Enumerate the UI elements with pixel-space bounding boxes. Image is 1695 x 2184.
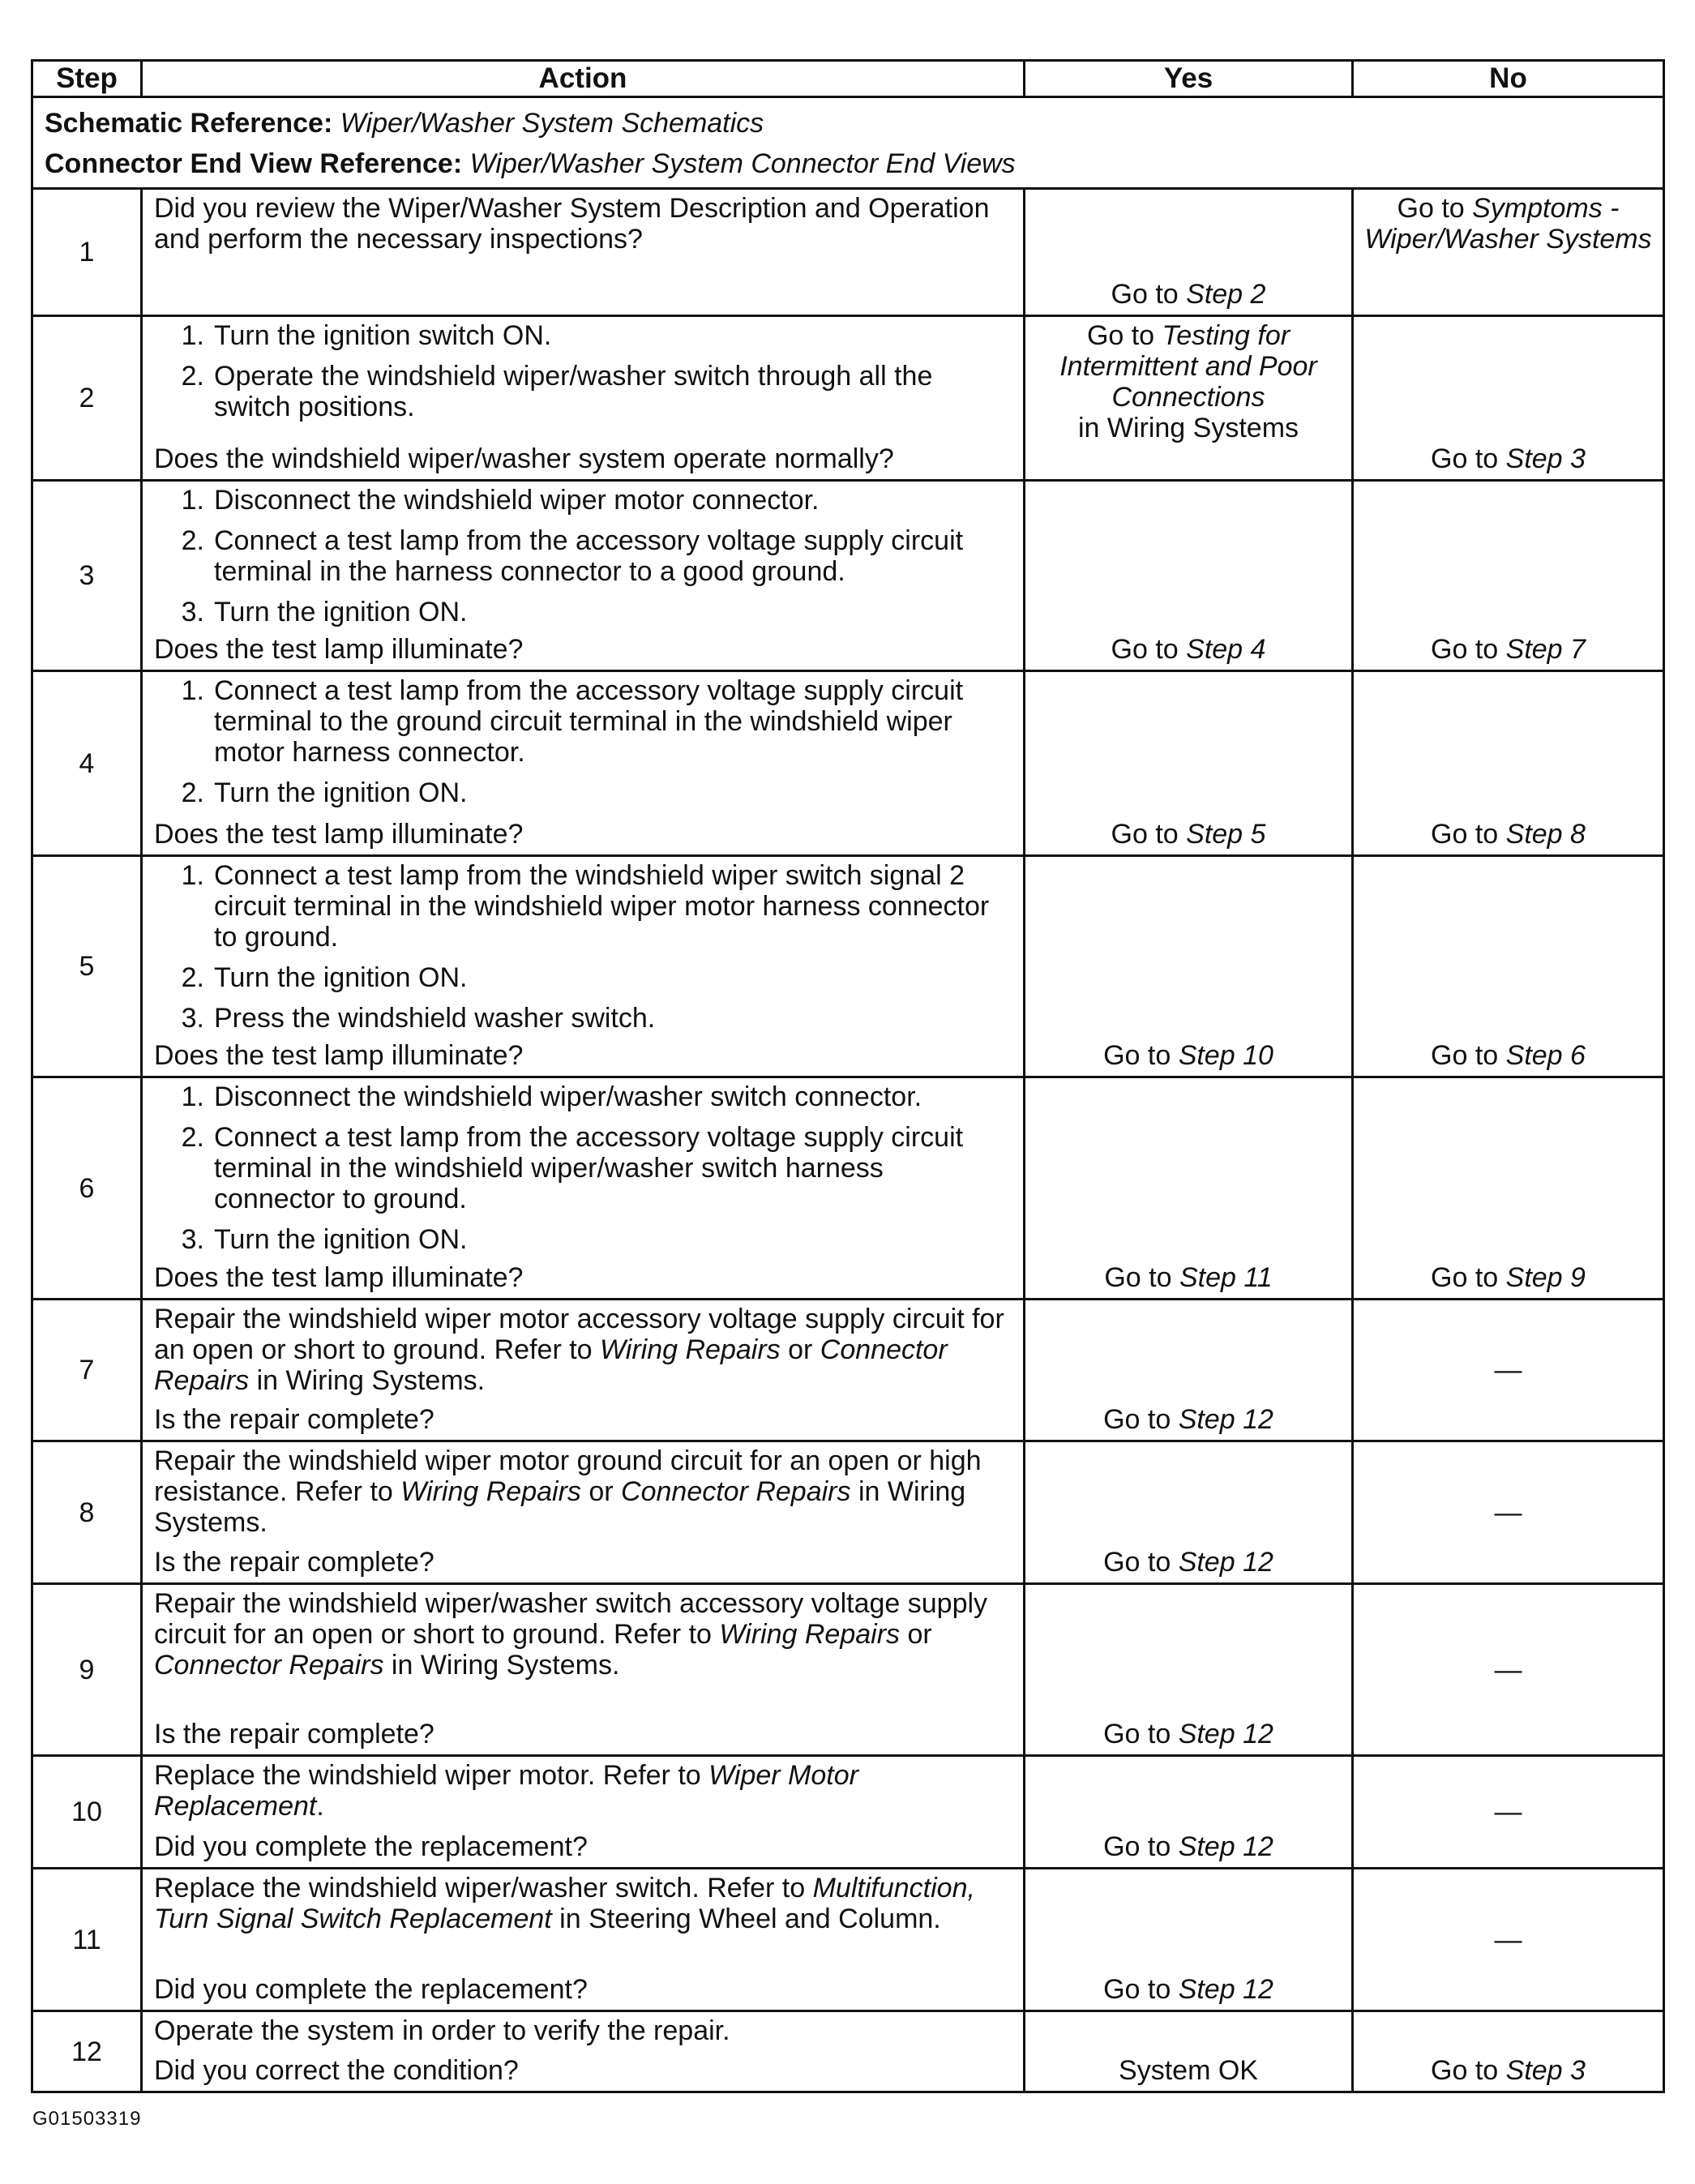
action-paragraph: Repair the windshield wiper motor accessory voltage supply circuit for an open or short to ground. Refer to Wiring Repairs or Connector Repairs in Wiring Systems. xyxy=(154,1304,1004,1396)
yes-prefix: Go to xyxy=(1104,1262,1179,1293)
action-cell xyxy=(142,671,1025,856)
yes-prefix: Go to xyxy=(1103,1719,1179,1749)
yes-link[interactable]: Step 12 xyxy=(1178,1974,1273,2005)
no-link[interactable]: Step 6 xyxy=(1505,1040,1586,1071)
action-question: Does the windshield wiper/washer system operate normally? xyxy=(154,443,894,474)
no-link[interactable]: Step 7 xyxy=(1505,634,1586,665)
no-prefix: Go to xyxy=(1431,2055,1506,2086)
yes-cell xyxy=(1025,1869,1353,2011)
no-cell xyxy=(1353,481,1664,671)
action-question: Does the test lamp illuminate? xyxy=(154,1040,524,1071)
list-item: 3. Turn the ignition ON. xyxy=(181,1224,468,1255)
yes-result: System OK xyxy=(1119,2055,1258,2086)
no-prefix: Go to xyxy=(1431,1040,1506,1071)
yes-link[interactable]: Step 10 xyxy=(1178,1040,1273,1071)
action-cell xyxy=(142,1584,1025,1756)
list-item: 2. Connect a test lamp from the accessory voltage supply circuit terminal in the windshield wiper/washer switch harness connector to ground. xyxy=(181,1122,964,1214)
header-action: Action xyxy=(142,61,1025,97)
step-number: 1 xyxy=(32,189,142,316)
yes-prefix: Go to xyxy=(1111,634,1187,665)
yes-prefix: Go to xyxy=(1103,1831,1179,1862)
step-number: 6 xyxy=(32,1077,142,1300)
no-prefix: Go to xyxy=(1431,819,1506,850)
yes-link[interactable]: Step 4 xyxy=(1186,634,1266,665)
yes-link[interactable]: Step 12 xyxy=(1178,1831,1273,1862)
yes-cell xyxy=(1025,856,1353,1077)
action-cell xyxy=(142,189,1025,316)
connector-reference xyxy=(45,143,1651,184)
yes-cell xyxy=(1025,1756,1353,1869)
no-cell xyxy=(1353,1077,1664,1300)
action-paragraph: Did you review the Wiper/Washer System Description and Operation and perform the necessary inspections? xyxy=(154,193,990,255)
figure-code: G01503319 xyxy=(32,2108,142,2130)
connector-repairs-link[interactable]: Connector Repairs xyxy=(154,1334,948,1396)
list-item: 3. Turn the ignition ON. xyxy=(181,597,468,627)
table-row xyxy=(32,481,1664,671)
no-cell xyxy=(1353,1584,1664,1756)
wiring-repairs-link[interactable]: Wiring Repairs xyxy=(600,1334,781,1365)
yes-cell xyxy=(1025,1077,1353,1300)
yes-cell xyxy=(1025,316,1353,481)
list-item: 1. Turn the ignition switch ON. xyxy=(181,320,552,351)
action-steps-list xyxy=(154,1081,1012,1255)
wiring-repairs-link[interactable]: Wiring Repairs xyxy=(400,1476,581,1507)
yes-cell xyxy=(1025,1441,1353,1584)
no-cell xyxy=(1353,316,1664,481)
no-cell xyxy=(1353,189,1664,316)
yes-cell xyxy=(1025,189,1353,316)
table-row xyxy=(32,1077,1664,1300)
action-question: Did you complete the replacement? xyxy=(154,1974,588,2005)
yes-prefix: Go to xyxy=(1103,1404,1179,1435)
no-dash: — xyxy=(1494,1924,1522,1955)
yes-link[interactable]: Step 12 xyxy=(1178,1719,1273,1749)
action-cell xyxy=(142,1300,1025,1441)
action-question: Does the test lamp illuminate? xyxy=(154,819,524,850)
yes-link[interactable]: Step 2 xyxy=(1186,279,1266,310)
connector-reference-label: Connector End View Reference: xyxy=(45,148,463,179)
action-cell xyxy=(142,2011,1025,2092)
no-dash: — xyxy=(1494,1796,1522,1827)
table-row xyxy=(32,1869,1664,2011)
step-number: 3 xyxy=(32,481,142,671)
schematic-reference xyxy=(45,103,1651,143)
action-steps-list xyxy=(154,860,1012,1034)
reference-cell xyxy=(32,97,1664,189)
list-item: 1. Disconnect the windshield wiper/washer switch connector. xyxy=(181,1081,922,1112)
step-number: 2 xyxy=(32,316,142,481)
step-number: 4 xyxy=(32,671,142,856)
action-steps-list xyxy=(154,485,1012,627)
no-link[interactable]: Step 9 xyxy=(1505,1262,1586,1293)
action-question: Is the repair complete? xyxy=(154,1547,434,1578)
no-dash: — xyxy=(1494,1355,1522,1385)
table-row xyxy=(32,189,1664,316)
reference-row xyxy=(32,97,1664,189)
no-prefix: Go to xyxy=(1431,1262,1506,1293)
no-prefix: Go to xyxy=(1431,443,1506,474)
wiring-repairs-link[interactable]: Wiring Repairs xyxy=(719,1619,901,1650)
yes-cell xyxy=(1025,1584,1353,1756)
schematic-reference-label: Schematic Reference: xyxy=(45,108,333,139)
header-row xyxy=(32,61,1664,97)
yes-prefix: Go to xyxy=(1103,1547,1179,1578)
action-question: Did you correct the condition? xyxy=(154,2055,519,2086)
no-dash: — xyxy=(1494,1497,1522,1528)
action-paragraph: Replace the windshield wiper motor. Refer to Wiper Motor Replacement. xyxy=(154,1760,858,1822)
step-number: 12 xyxy=(32,2011,142,2092)
yes-cell xyxy=(1025,481,1353,671)
no-dash: — xyxy=(1494,1654,1522,1685)
header-no: No xyxy=(1353,61,1664,97)
action-paragraph: Operate the system in order to verify the repair. xyxy=(154,2015,730,2046)
table-row xyxy=(32,671,1664,856)
list-item: 2. Operate the windshield wiper/washer switch through all the switch positions. xyxy=(181,361,933,422)
no-cell xyxy=(1353,2011,1664,2092)
no-link[interactable]: Step 8 xyxy=(1505,819,1586,850)
no-prefix: Go to xyxy=(1397,193,1473,224)
no-cell xyxy=(1353,1869,1664,2011)
list-item: 2. Turn the ignition ON. xyxy=(181,777,468,808)
table-row xyxy=(32,1584,1664,1756)
yes-prefix: Go to xyxy=(1103,1974,1179,2005)
table-row xyxy=(32,1441,1664,1584)
action-cell xyxy=(142,856,1025,1077)
step-number: 7 xyxy=(32,1300,142,1441)
no-cell xyxy=(1353,671,1664,856)
step-number: 10 xyxy=(32,1756,142,1869)
list-item: 3. Press the windshield washer switch. xyxy=(181,1003,656,1034)
connector-repairs-link[interactable]: Connector Repairs xyxy=(154,1650,384,1681)
action-question: Is the repair complete? xyxy=(154,1404,434,1435)
yes-prefix: Go to xyxy=(1103,1040,1179,1071)
table-row xyxy=(32,2011,1664,2092)
yes-prefix: Go to xyxy=(1111,279,1187,310)
schematic-reference-link[interactable]: Wiper/Washer System Schematics xyxy=(340,108,764,139)
step-number: 5 xyxy=(32,856,142,1077)
action-question: Is the repair complete? xyxy=(154,1719,434,1749)
action-steps-list xyxy=(154,320,1012,422)
table-row xyxy=(32,316,1664,481)
action-question: Does the test lamp illuminate? xyxy=(154,634,524,665)
yes-suffix: in Wiring Systems xyxy=(1077,413,1299,443)
table-row xyxy=(32,1756,1664,1869)
multifunction-switch-replacement-link[interactable]: Multifunction, Turn Signal Switch Replacement xyxy=(154,1873,975,1934)
yes-cell xyxy=(1025,2011,1353,2092)
table-row xyxy=(32,1300,1664,1441)
header-yes: Yes xyxy=(1025,61,1353,97)
yes-cell xyxy=(1025,671,1353,856)
yes-prefix: Go to xyxy=(1111,819,1187,850)
list-item: 2. Connect a test lamp from the accessory voltage supply circuit terminal in the harness connector to a good ground. xyxy=(181,525,964,587)
no-link[interactable]: Step 3 xyxy=(1505,2055,1586,2086)
step-number: 9 xyxy=(32,1584,142,1756)
action-steps-list xyxy=(154,675,1012,808)
header-step: Step xyxy=(32,61,142,97)
connector-repairs-link[interactable]: Connector Repairs xyxy=(621,1476,851,1507)
no-link[interactable]: Step 3 xyxy=(1505,443,1586,474)
list-item: 1. Connect a test lamp from the windshield wiper switch signal 2 circuit terminal in the windshield wiper motor harness connector to ground. xyxy=(181,860,990,953)
no-cell xyxy=(1353,1756,1664,1869)
table-row xyxy=(32,856,1664,1077)
action-paragraph: Replace the windshield wiper/washer switch. Refer to Multifunction, Turn Signal Switch Replacement in Steering Wheel and Column. xyxy=(154,1873,975,1934)
step-number: 8 xyxy=(32,1441,142,1584)
action-cell xyxy=(142,1756,1025,1869)
list-item: 1. Connect a test lamp from the accessory voltage supply circuit terminal to the ground circuit terminal in the windshield wiper motor harness connector. xyxy=(181,675,964,768)
action-question: Does the test lamp illuminate? xyxy=(154,1262,524,1293)
action-cell xyxy=(142,1441,1025,1584)
yes-cell xyxy=(1025,1300,1353,1441)
no-link[interactable]: Symptoms - Wiper/Washer Systems xyxy=(1364,193,1652,255)
no-cell xyxy=(1353,1441,1664,1584)
action-cell xyxy=(142,481,1025,671)
diagnostic-table xyxy=(31,59,1665,2093)
connector-reference-link[interactable]: Wiper/Washer System Connector End Views xyxy=(469,148,1016,179)
yes-link[interactable]: Testing for Intermittent and Poor Connections xyxy=(1059,320,1317,413)
no-prefix: Go to xyxy=(1431,634,1506,665)
step-number: 11 xyxy=(32,1869,142,2011)
action-question: Did you complete the replacement? xyxy=(154,1831,588,1862)
yes-prefix: Go to xyxy=(1086,320,1162,351)
action-cell xyxy=(142,1869,1025,2011)
action-paragraph: Repair the windshield wiper/washer switch accessory voltage supply circuit for an open or short to ground. Refer to Wiring Repairs or Connector Repairs in Wiring Systems. xyxy=(154,1588,988,1681)
list-item: 1. Disconnect the windshield wiper motor connector. xyxy=(181,485,820,516)
action-cell xyxy=(142,316,1025,481)
yes-link[interactable]: Step 12 xyxy=(1178,1547,1273,1578)
yes-link[interactable]: Step 12 xyxy=(1178,1404,1273,1435)
list-item: 2. Turn the ignition ON. xyxy=(181,962,468,993)
action-cell xyxy=(142,1077,1025,1300)
action-paragraph: Repair the windshield wiper motor ground circuit for an open or high resistance. Refer to Wiring Repairs or Connector Repairs in Wiring Systems. xyxy=(154,1445,982,1538)
wiper-motor-replacement-link[interactable]: Wiper Motor Replacement xyxy=(154,1760,858,1822)
no-cell xyxy=(1353,1300,1664,1441)
yes-link[interactable]: Step 11 xyxy=(1179,1262,1273,1293)
no-cell xyxy=(1353,856,1664,1077)
yes-link[interactable]: Step 5 xyxy=(1186,819,1266,850)
